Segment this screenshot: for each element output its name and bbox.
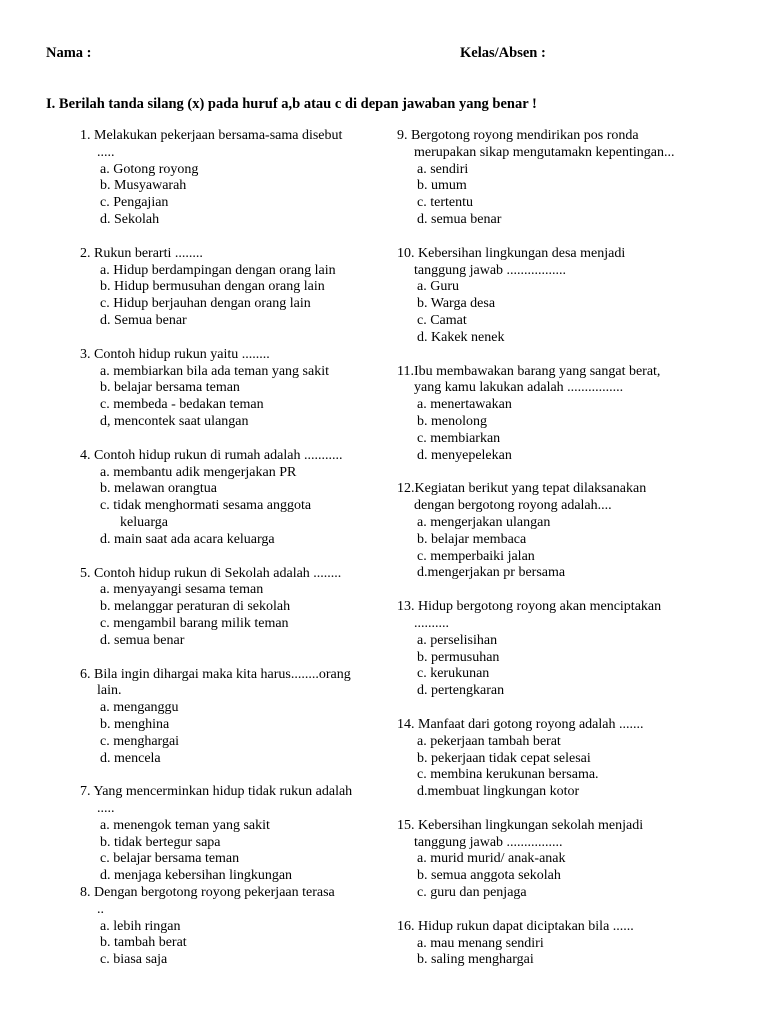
answer-options [397, 734, 717, 801]
question-text: 16. Hidup rukun dapat diciptakan bila ...... [397, 918, 634, 934]
question-text: 14. Manfaat dari gotong royong adalah ....... [397, 716, 644, 732]
answer-option[interactable]: b. melanggar peraturan di sekolah [100, 599, 291, 615]
answer-option[interactable]: c. mengambil barang milik teman [100, 615, 289, 631]
answer-option[interactable]: b. umum [417, 178, 467, 194]
answer-option[interactable]: b. Hidup bermusuhan dengan orang lain [100, 279, 325, 295]
answer-option[interactable]: c. guru dan penjaga [417, 885, 527, 901]
question-text: 3. Contoh hidup rukun yaitu ........ [80, 346, 270, 362]
answer-option[interactable]: a. mau menang sendiri [417, 935, 544, 951]
answer-option[interactable]: d. semua benar [417, 211, 502, 227]
answer-options [80, 582, 390, 649]
answer-option[interactable]: d. menjaga kebersihan lingkungan [100, 868, 293, 884]
answer-options [397, 515, 717, 582]
answer-option[interactable]: a. sendiri [417, 161, 469, 177]
answer-option[interactable]: b. belajar bersama teman [100, 380, 240, 396]
answer-option[interactable]: c. belajar bersama teman [100, 851, 240, 867]
question-text: 12.Kegiatan berikut yang tepat dilaksanakan [397, 481, 647, 497]
kelas-absen-label: Kelas/Absen : [460, 45, 546, 61]
question-text: 13. Hidup bergotong royong akan menciptakan [397, 599, 662, 615]
question-text: 8. Dengan bergotong royong pekerjaan terasa [80, 885, 335, 901]
answer-option[interactable]: c. membeda - bedakan teman [100, 397, 264, 413]
question-item [80, 667, 390, 768]
question-text-continued: lain. [97, 683, 122, 699]
answer-option[interactable]: c. biasa saja [100, 952, 168, 968]
answer-option[interactable]: keluarga [120, 514, 168, 530]
question-text: 11.Ibu membawakan barang yang sangat berat, [397, 363, 661, 379]
question-text: 7. Yang mencerminkan hidup tidak rukun adalah [80, 784, 353, 800]
answer-option[interactable]: c. tidak menghormati sesama anggota [100, 498, 312, 514]
question-text: 10. Kebersihan lingkungan desa menjadi [397, 245, 626, 261]
answer-option[interactable]: a. perselisihan [417, 632, 498, 648]
nama-label: Nama : [46, 45, 92, 61]
answer-option[interactable]: c. Camat [417, 312, 467, 328]
answer-option[interactable]: a. murid murid/ anak-anak [417, 851, 566, 867]
question-text-continued: yang kamu lakukan adalah ................ [414, 380, 624, 396]
answer-option[interactable]: d, mencontek saat ulangan [100, 413, 249, 429]
answer-option[interactable]: b. semua anggota sekolah [417, 868, 561, 884]
left-question-column [80, 128, 390, 969]
answer-option[interactable]: c. membiarkan [417, 430, 501, 446]
answer-option[interactable]: d. Sekolah [100, 211, 160, 227]
right-question-column [397, 128, 717, 969]
answer-option[interactable]: a. Gotong royong [100, 161, 199, 177]
answer-option[interactable]: a. menganggu [100, 700, 179, 716]
answer-options [80, 818, 390, 885]
question-item [397, 481, 717, 582]
answer-option[interactable]: b. saling menghargai [417, 952, 534, 968]
answer-option[interactable]: b. Musyawarah [100, 178, 187, 194]
answer-option[interactable]: d. pertengkaran [417, 683, 505, 699]
answer-options [80, 263, 390, 330]
answer-option[interactable]: c. kerukunan [417, 666, 490, 682]
answer-options [397, 936, 717, 970]
answer-option[interactable]: c. Hidup berjauhan dengan orang lain [100, 296, 311, 312]
answer-option[interactable]: a. lebih ringan [100, 918, 181, 934]
answer-option[interactable]: a. menyayangi sesama teman [100, 582, 264, 598]
question-text: 9. Bergotong royong mendirikan pos ronda [397, 128, 639, 143]
question-text-continued: .. [97, 901, 104, 917]
answer-options [80, 162, 390, 229]
question-item [80, 566, 390, 650]
answer-option[interactable]: c. tertentu [417, 195, 473, 211]
question-text: 4. Contoh hidup rukun di rumah adalah ........... [80, 447, 343, 463]
answer-option[interactable]: b. belajar membaca [417, 531, 527, 547]
question-item [397, 717, 717, 801]
question-text: 2. Rukun berarti ........ [80, 245, 203, 261]
question-item [397, 364, 717, 465]
question-item [80, 128, 390, 229]
answer-options [80, 919, 390, 969]
question-text: 15. Kebersihan lingkungan sekolah menjadi [397, 817, 644, 833]
answer-options [397, 279, 717, 346]
answer-option[interactable]: c. memperbaiki jalan [417, 548, 535, 564]
question-item [80, 784, 390, 885]
answer-options [80, 364, 390, 431]
instruction-heading: I. Berilah tanda silang (x) pada huruf a,b atau c di depan jawaban yang benar ! [46, 96, 537, 112]
question-text: 5. Contoh hidup rukun di Sekolah adalah ........ [80, 565, 342, 581]
question-item [397, 246, 717, 347]
question-text-continued: dengan bergotong royong adalah.... [414, 498, 612, 514]
answer-option[interactable]: b. menolong [417, 413, 487, 429]
answer-option[interactable]: a. menengok teman yang sakit [100, 817, 270, 833]
answer-option[interactable]: d. Kakek nenek [417, 329, 505, 345]
question-text-continued: .......... [414, 615, 449, 631]
answer-option[interactable]: a. Guru [417, 279, 459, 295]
answer-option[interactable]: b. permusuhan [417, 649, 500, 665]
answer-option[interactable]: b. Warga desa [417, 296, 496, 312]
answer-options [80, 700, 390, 767]
question-text-continued: tanggung jawab ................. [414, 262, 567, 278]
question-item [397, 599, 717, 700]
answer-options [397, 162, 717, 229]
answer-option[interactable]: d.membuat lingkungan kotor [417, 784, 580, 800]
question-item [80, 448, 390, 549]
question-item [397, 919, 717, 969]
answer-option[interactable]: d. semua benar [100, 632, 185, 648]
answer-option[interactable]: a. pekerjaan tambah berat [417, 733, 561, 749]
answer-options [397, 397, 717, 464]
question-text-continued: ..... [97, 801, 115, 817]
answer-option[interactable]: d. menyepelekan [417, 447, 512, 463]
question-item [80, 347, 390, 431]
question-item [397, 128, 717, 229]
answer-option[interactable]: d. main saat ada acara keluarga [100, 531, 275, 547]
question-item [80, 246, 390, 330]
answer-option[interactable]: b. pekerjaan tidak cepat selesai [417, 750, 591, 766]
answer-option[interactable]: a. membiarkan bila ada teman yang sakit [100, 363, 329, 379]
question-item [397, 818, 717, 902]
answer-options [397, 851, 717, 901]
answer-option[interactable]: c. membina kerukunan bersama. [417, 767, 599, 783]
answer-option[interactable]: b. menghina [100, 716, 170, 732]
answer-option[interactable]: d. Semua benar [100, 312, 187, 328]
answer-option[interactable]: d.mengerjakan pr bersama [417, 565, 566, 581]
answer-option[interactable]: a. mengerjakan ulangan [417, 514, 551, 530]
answer-option[interactable]: a. Hidup berdampingan dengan orang lain [100, 262, 336, 278]
answer-option[interactable]: c. menghargai [100, 733, 180, 749]
answer-options [397, 633, 717, 700]
question-text-continued: tanggung jawab ................ [414, 834, 563, 850]
answer-option[interactable]: d. mencela [100, 750, 161, 766]
answer-option[interactable]: a. menertawakan [417, 397, 512, 413]
question-text: 6. Bila ingin dihargai maka kita harus........orang [80, 666, 351, 682]
answer-option[interactable]: a. membantu adik mengerjakan PR [100, 464, 297, 480]
answer-option[interactable]: b. tidak bertegur sapa [100, 834, 221, 850]
answer-options [80, 465, 390, 549]
question-text-continued: ..... [97, 144, 115, 160]
answer-option[interactable]: b. melawan orangtua [100, 481, 218, 497]
answer-option[interactable]: c. Pengajian [100, 195, 169, 211]
question-text-continued: merupakan sikap mengutamakn kepentingan... [414, 144, 675, 160]
answer-option[interactable]: b. tambah berat [100, 935, 187, 951]
question-item [80, 885, 390, 969]
question-text: 1. Melakukan pekerjaan bersama-sama disebut [80, 128, 343, 143]
